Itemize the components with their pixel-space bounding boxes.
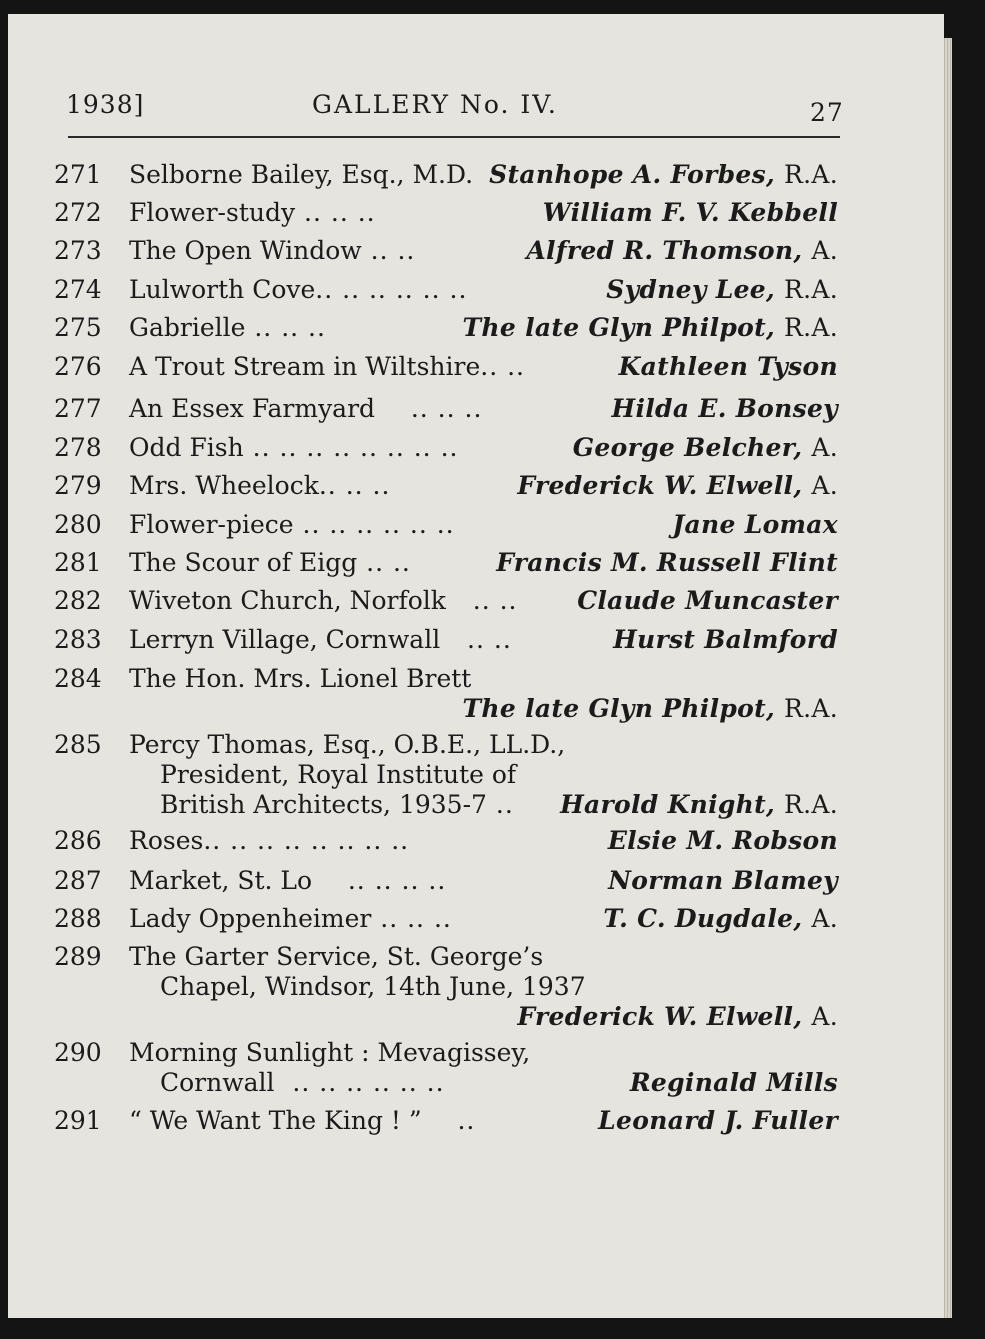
page-number: 27 — [810, 98, 844, 127]
entry-title: Odd Fish .. .. .. .. .. .. .. .. — [129, 433, 459, 462]
entry-artist: Leonard J. Fuller — [598, 1106, 838, 1135]
entry-number: 282 — [54, 586, 102, 615]
entry-title-continued: Chapel, Windsor, 14th June, 1937 — [160, 972, 586, 1001]
entry-title-continued: President, Royal Institute of — [160, 760, 517, 789]
entry-number: 280 — [54, 510, 102, 539]
entry-title: The Hon. Mrs. Lionel Brett — [129, 664, 472, 693]
entry-artist: The late Glyn Philpot, R.A. — [462, 694, 838, 723]
entry-283 — [54, 625, 844, 655]
entry-number: 285 — [54, 730, 102, 759]
entry-290 — [54, 1038, 844, 1098]
entry-number: 271 — [54, 160, 102, 189]
entry-artist: Francis M. Russell Flint — [496, 548, 838, 577]
entry-artist: The late Glyn Philpot, R.A. — [462, 313, 838, 342]
entry-title: Gabrielle .. .. .. — [129, 313, 326, 342]
catalogue-page — [8, 14, 944, 1318]
entry-title: The Open Window .. .. — [129, 236, 416, 265]
entry-artist: William F. V. Kebbell — [542, 198, 838, 227]
entry-279 — [54, 471, 844, 501]
entry-number: 287 — [54, 866, 102, 895]
entry-artist: Jane Lomax — [672, 510, 838, 539]
entry-284 — [54, 664, 844, 724]
entry-artist: George Belcher, A. — [572, 433, 838, 462]
entry-artist: Frederick W. Elwell, A. — [517, 471, 838, 500]
entry-number: 272 — [54, 198, 102, 227]
entry-artist: T. C. Dugdale, A. — [603, 904, 838, 933]
entry-title: The Scour of Eigg .. .. — [129, 548, 411, 577]
entry-artist: Sydney Lee, R.A. — [606, 275, 838, 304]
header-title: GALLERY No. IV. — [312, 90, 558, 119]
entry-287 — [54, 866, 844, 896]
entry-title: The Garter Service, St. George’s — [129, 942, 544, 971]
entry-title: Wiveton Church, Norfolk .. .. — [129, 586, 518, 615]
entry-number: 274 — [54, 275, 102, 304]
entry-artist: Hilda E. Bonsey — [611, 394, 838, 423]
running-header — [66, 90, 846, 126]
entry-title: Market, St. Lo .. .. .. .. — [129, 866, 447, 895]
entry-277 — [54, 394, 844, 424]
entry-number: 279 — [54, 471, 102, 500]
entry-number: 286 — [54, 826, 102, 855]
entry-number: 277 — [54, 394, 102, 423]
entry-number: 290 — [54, 1038, 102, 1067]
entry-number: 288 — [54, 904, 102, 933]
entry-number: 291 — [54, 1106, 102, 1135]
header-rule — [68, 136, 840, 138]
entry-291 — [54, 1106, 844, 1136]
entry-number: 283 — [54, 625, 102, 654]
entry-artist: Frederick W. Elwell, A. — [517, 1002, 838, 1031]
entry-274 — [54, 275, 844, 305]
entry-title: Roses.. .. .. .. .. .. .. .. — [129, 826, 410, 855]
entry-artist: Elsie M. Robson — [607, 826, 838, 855]
header-year: 1938] — [66, 90, 145, 119]
entry-273 — [54, 236, 844, 266]
entry-title: Selborne Bailey, Esq., M.D. — [129, 160, 474, 189]
entry-artist: Stanhope A. Forbes, R.A. — [489, 160, 838, 189]
entry-artist: Claude Muncaster — [577, 586, 838, 615]
entry-288 — [54, 904, 844, 934]
entry-title: Percy Thomas, Esq., O.B.E., LL.D., — [129, 730, 566, 759]
entry-number: 275 — [54, 313, 102, 342]
entry-title: Lerryn Village, Cornwall .. .. — [129, 625, 512, 654]
entry-number: 281 — [54, 548, 102, 577]
entry-artist: Norman Blamey — [608, 866, 838, 895]
entry-artist: Alfred R. Thomson, A. — [526, 236, 838, 265]
entry-285 — [54, 730, 844, 820]
entry-278 — [54, 433, 844, 463]
entry-title-continued: Cornwall .. .. .. .. .. .. — [160, 1068, 445, 1097]
entry-271 — [54, 160, 844, 190]
entry-artist: Kathleen Tyson — [618, 352, 838, 381]
entry-number: 284 — [54, 664, 102, 693]
entry-number: 273 — [54, 236, 102, 265]
entry-272 — [54, 198, 844, 228]
entry-280 — [54, 510, 844, 540]
entry-title-continued: British Architects, 1935-7 .. — [160, 790, 514, 819]
entry-number: 276 — [54, 352, 102, 381]
entry-number: 278 — [54, 433, 102, 462]
entry-title: “ We Want The King ! ” .. — [129, 1106, 476, 1135]
entry-artist: Harold Knight, R.A. — [560, 790, 838, 819]
entry-title: Morning Sunlight : Mevagissey, — [129, 1038, 531, 1067]
entry-artist: Hurst Balmford — [613, 625, 838, 654]
entry-title: Lulworth Cove.. .. .. .. .. .. — [129, 275, 468, 304]
entry-276 — [54, 352, 844, 382]
entry-286 — [54, 826, 844, 856]
entry-275 — [54, 313, 844, 343]
entry-title: A Trout Stream in Wiltshire.. .. — [129, 352, 525, 381]
entry-number: 289 — [54, 942, 102, 971]
entry-282 — [54, 586, 844, 616]
entry-289 — [54, 942, 844, 1032]
entry-title: Mrs. Wheelock.. .. .. — [129, 471, 391, 500]
entry-title: Flower-piece .. .. .. .. .. .. — [129, 510, 455, 539]
entry-title: Flower-study .. .. .. — [129, 198, 376, 227]
entry-281 — [54, 548, 844, 578]
entry-title: An Essex Farmyard .. .. .. — [129, 394, 483, 423]
entry-artist: Reginald Mills — [629, 1068, 838, 1097]
entry-title: Lady Oppenheimer .. .. .. — [129, 904, 452, 933]
